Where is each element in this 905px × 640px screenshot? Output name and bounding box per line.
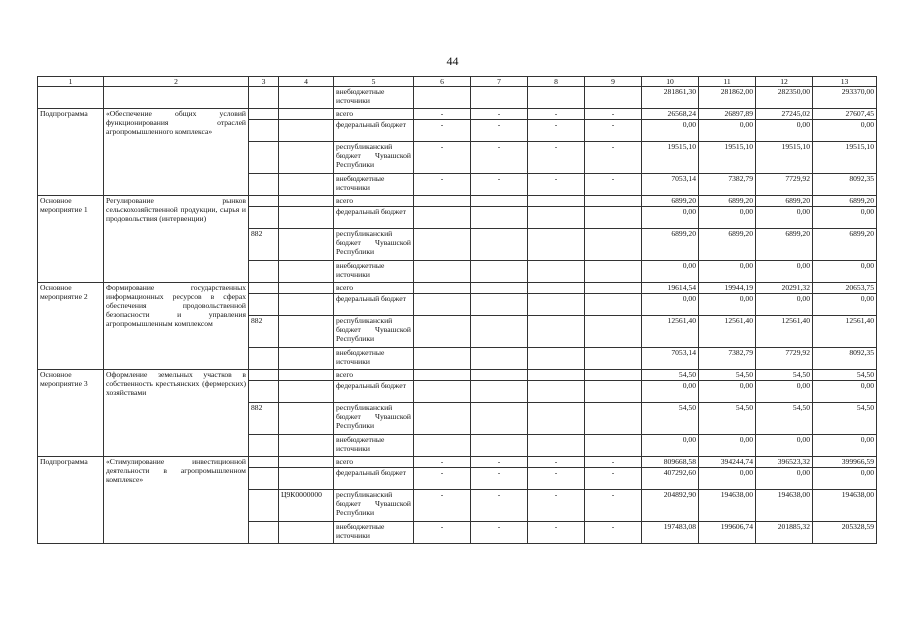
amount-cell: 19515,10 (813, 142, 877, 174)
amount-cell: 6899,20 (813, 196, 877, 207)
target-item-cell (279, 87, 334, 109)
table-body (38, 87, 877, 544)
column-header: 2 (104, 77, 249, 87)
code-cell (414, 283, 471, 294)
funding-source-cell: федеральный бюджет (334, 468, 414, 490)
amount-cell: 54,50 (699, 403, 756, 435)
target-item-cell (279, 120, 334, 142)
item-type-cell (38, 87, 104, 109)
amount-cell: 7382,79 (699, 348, 756, 370)
code-cell: - (585, 142, 642, 174)
code-cell: - (585, 174, 642, 196)
amount-cell: 19944,19 (699, 283, 756, 294)
column-header: 11 (699, 77, 756, 87)
amount-cell: 27245,02 (756, 109, 813, 120)
code-cell (528, 381, 585, 403)
code-cell (471, 87, 528, 109)
funding-source-cell: всего (334, 370, 414, 381)
ministry-code-cell (249, 196, 279, 207)
amount-cell: 6899,20 (813, 229, 877, 261)
code-cell (528, 207, 585, 229)
column-header: 4 (279, 77, 334, 87)
ministry-code-cell: 882 (249, 403, 279, 435)
target-item-cell (279, 283, 334, 294)
target-item-cell (279, 348, 334, 370)
amount-cell: 809668,58 (642, 457, 699, 468)
amount-cell: 19515,10 (699, 142, 756, 174)
amount-cell: 194638,00 (813, 490, 877, 522)
amount-cell: 12561,40 (813, 316, 877, 348)
amount-cell: 6899,20 (699, 229, 756, 261)
amount-cell: 396523,32 (756, 457, 813, 468)
amount-cell: 0,00 (642, 207, 699, 229)
amount-cell: 204892,90 (642, 490, 699, 522)
code-cell: - (585, 457, 642, 468)
amount-cell: 6899,20 (699, 196, 756, 207)
code-cell: - (471, 142, 528, 174)
target-item-cell (279, 196, 334, 207)
amount-cell: 0,00 (699, 381, 756, 403)
amount-cell: 26568,24 (642, 109, 699, 120)
page-number: 44 (446, 54, 459, 68)
ministry-code-cell (249, 109, 279, 120)
code-cell: - (414, 109, 471, 120)
column-header: 10 (642, 77, 699, 87)
code-cell: - (585, 468, 642, 490)
amount-cell: 0,00 (756, 435, 813, 457)
item-type-cell: Основное мероприятие 1 (38, 196, 104, 283)
target-item-cell (279, 468, 334, 490)
item-title-cell: «Обеспечение общих условий функционирования отраслей агропромышленного комплекса» (104, 109, 249, 196)
amount-cell: 394244,74 (699, 457, 756, 468)
ministry-code-cell (249, 207, 279, 229)
ministry-code-cell (249, 370, 279, 381)
code-cell: - (471, 120, 528, 142)
amount-cell: 0,00 (699, 120, 756, 142)
budget-table (37, 76, 877, 544)
amount-cell: 0,00 (642, 435, 699, 457)
target-item-cell (279, 174, 334, 196)
ministry-code-cell (249, 468, 279, 490)
code-cell (585, 403, 642, 435)
target-item-cell (279, 316, 334, 348)
funding-source-cell: республиканский бюджет Чувашской Республики (334, 229, 414, 261)
code-cell (471, 381, 528, 403)
code-cell (471, 435, 528, 457)
target-item-cell (279, 370, 334, 381)
code-cell (414, 381, 471, 403)
code-cell: - (585, 490, 642, 522)
amount-cell: 399966,59 (813, 457, 877, 468)
code-cell (585, 316, 642, 348)
code-cell (528, 348, 585, 370)
funding-source-cell: всего (334, 283, 414, 294)
amount-cell: 194638,00 (756, 490, 813, 522)
table-row (38, 87, 877, 109)
funding-source-cell: республиканский бюджет Чувашской Республики (334, 316, 414, 348)
target-item-cell (279, 142, 334, 174)
ministry-code-cell (249, 120, 279, 142)
code-cell (585, 196, 642, 207)
code-cell (471, 196, 528, 207)
amount-cell: 282350,00 (756, 87, 813, 109)
ministry-code-cell (249, 294, 279, 316)
target-item-cell (279, 261, 334, 283)
code-cell (414, 370, 471, 381)
ministry-code-cell (249, 174, 279, 196)
amount-cell: 0,00 (642, 261, 699, 283)
code-cell (528, 261, 585, 283)
amount-cell: 407292,60 (642, 468, 699, 490)
amount-cell: 6899,20 (756, 196, 813, 207)
amount-cell: 0,00 (699, 435, 756, 457)
column-header: 8 (528, 77, 585, 87)
code-cell: - (414, 468, 471, 490)
funding-source-cell: внебюджетные источники (334, 348, 414, 370)
code-cell (528, 435, 585, 457)
funding-source-cell: республиканский бюджет Чувашской Республики (334, 403, 414, 435)
funding-source-cell: внебюджетные источники (334, 87, 414, 109)
code-cell (471, 370, 528, 381)
code-cell (414, 294, 471, 316)
amount-cell: 0,00 (756, 207, 813, 229)
column-header: 12 (756, 77, 813, 87)
code-cell: - (471, 468, 528, 490)
amount-cell: 0,00 (813, 468, 877, 490)
column-header: 7 (471, 77, 528, 87)
amount-cell: 7382,79 (699, 174, 756, 196)
amount-cell: 54,50 (756, 403, 813, 435)
ministry-code-cell (249, 283, 279, 294)
amount-cell: 6899,20 (642, 229, 699, 261)
amount-cell: 54,50 (642, 370, 699, 381)
amount-cell: 194638,00 (699, 490, 756, 522)
table-row (38, 457, 877, 468)
amount-cell: 0,00 (756, 294, 813, 316)
amount-cell: 0,00 (642, 120, 699, 142)
ministry-code-cell (249, 435, 279, 457)
amount-cell: 8092,35 (813, 174, 877, 196)
code-cell (585, 283, 642, 294)
code-cell (414, 207, 471, 229)
item-type-cell: Подпрограмма (38, 457, 104, 544)
amount-cell: 19515,10 (642, 142, 699, 174)
code-cell: - (528, 174, 585, 196)
table-row (38, 370, 877, 381)
code-cell (471, 207, 528, 229)
code-cell: - (471, 490, 528, 522)
code-cell: - (471, 109, 528, 120)
amount-cell: 12561,40 (699, 316, 756, 348)
amount-cell: 0,00 (699, 261, 756, 283)
code-cell: - (585, 109, 642, 120)
amount-cell: 0,00 (756, 261, 813, 283)
code-cell (528, 370, 585, 381)
item-type-cell: Подпрограмма (38, 109, 104, 196)
item-title-cell: Оформление земельных участков в собственность крестьянских (фермерских) хозяйствами (104, 370, 249, 457)
amount-cell: 7053,14 (642, 348, 699, 370)
column-header: 6 (414, 77, 471, 87)
code-cell: - (528, 522, 585, 544)
code-cell (471, 403, 528, 435)
code-cell (585, 229, 642, 261)
target-item-cell (279, 457, 334, 468)
target-item-cell (279, 229, 334, 261)
ministry-code-cell: 882 (249, 316, 279, 348)
code-cell (471, 316, 528, 348)
ministry-code-cell (249, 142, 279, 174)
amount-cell: 54,50 (642, 403, 699, 435)
code-cell: - (471, 457, 528, 468)
funding-source-cell: республиканский бюджет Чувашской Республики (334, 490, 414, 522)
amount-cell: 0,00 (756, 120, 813, 142)
amount-cell: 0,00 (813, 207, 877, 229)
code-cell: - (414, 490, 471, 522)
code-cell (414, 87, 471, 109)
amount-cell: 54,50 (756, 370, 813, 381)
code-cell (471, 283, 528, 294)
ministry-code-cell (249, 381, 279, 403)
code-cell (528, 196, 585, 207)
code-cell (471, 229, 528, 261)
code-cell (585, 370, 642, 381)
amount-cell: 0,00 (699, 294, 756, 316)
amount-cell: 0,00 (756, 468, 813, 490)
funding-source-cell: республиканский бюджет Чувашской Республики (334, 142, 414, 174)
item-title-cell: Регулирование рынков сельскохозяйственной продукции, сырья и продовольствия (интервенции) (104, 196, 249, 283)
code-cell (585, 381, 642, 403)
code-cell: - (528, 457, 585, 468)
funding-source-cell: внебюджетные источники (334, 435, 414, 457)
amount-cell: 19515,10 (756, 142, 813, 174)
ministry-code-cell (249, 457, 279, 468)
code-cell (585, 87, 642, 109)
funding-source-cell: федеральный бюджет (334, 294, 414, 316)
column-header: 9 (585, 77, 642, 87)
funding-source-cell: всего (334, 457, 414, 468)
code-cell: - (471, 174, 528, 196)
amount-cell: 20291,32 (756, 283, 813, 294)
amount-cell: 26897,89 (699, 109, 756, 120)
item-title-cell: Формирование государственных информационных ресурсов в сферах обеспечения продовольственной безопасности и управления агропромышленным комплексом (104, 283, 249, 370)
code-cell: - (414, 457, 471, 468)
ministry-code-cell (249, 490, 279, 522)
header-row (38, 77, 877, 87)
code-cell (414, 435, 471, 457)
funding-source-cell: внебюджетные источники (334, 261, 414, 283)
amount-cell: 0,00 (813, 294, 877, 316)
target-item-cell (279, 207, 334, 229)
funding-source-cell: внебюджетные источники (334, 522, 414, 544)
code-cell: - (414, 142, 471, 174)
code-cell: - (528, 468, 585, 490)
amount-cell: 281862,00 (699, 87, 756, 109)
amount-cell: 54,50 (699, 370, 756, 381)
target-item-cell (279, 294, 334, 316)
code-cell (528, 294, 585, 316)
amount-cell: 54,50 (813, 370, 877, 381)
amount-cell: 0,00 (699, 207, 756, 229)
code-cell: - (585, 522, 642, 544)
ministry-code-cell (249, 348, 279, 370)
funding-source-cell: всего (334, 196, 414, 207)
amount-cell: 0,00 (813, 120, 877, 142)
column-header: 3 (249, 77, 279, 87)
amount-cell: 19614,54 (642, 283, 699, 294)
code-cell (585, 348, 642, 370)
target-item-cell (279, 381, 334, 403)
amount-cell: 54,50 (813, 403, 877, 435)
amount-cell: 6899,20 (642, 196, 699, 207)
code-cell: - (528, 109, 585, 120)
item-title-cell (104, 87, 249, 109)
amount-cell: 0,00 (756, 381, 813, 403)
code-cell (528, 87, 585, 109)
amount-cell: 0,00 (813, 381, 877, 403)
funding-source-cell: федеральный бюджет (334, 381, 414, 403)
target-item-cell (279, 109, 334, 120)
column-header: 1 (38, 77, 104, 87)
code-cell (471, 294, 528, 316)
target-item-cell (279, 522, 334, 544)
amount-cell: 0,00 (699, 468, 756, 490)
code-cell (471, 261, 528, 283)
amount-cell: 20653,75 (813, 283, 877, 294)
amount-cell: 201885,32 (756, 522, 813, 544)
target-item-cell (279, 435, 334, 457)
item-type-cell: Основное мероприятие 3 (38, 370, 104, 457)
funding-source-cell: всего (334, 109, 414, 120)
code-cell (414, 196, 471, 207)
code-cell (528, 316, 585, 348)
amount-cell: 12561,40 (756, 316, 813, 348)
code-cell: - (471, 522, 528, 544)
amount-cell: 8092,35 (813, 348, 877, 370)
code-cell: - (414, 174, 471, 196)
amount-cell: 12561,40 (642, 316, 699, 348)
code-cell (585, 261, 642, 283)
code-cell (528, 403, 585, 435)
code-cell (528, 229, 585, 261)
code-cell (414, 348, 471, 370)
column-header: 13 (813, 77, 877, 87)
code-cell (414, 403, 471, 435)
ministry-code-cell (249, 87, 279, 109)
column-header: 5 (334, 77, 414, 87)
code-cell: - (528, 142, 585, 174)
funding-source-cell: внебюджетные источники (334, 174, 414, 196)
code-cell (414, 229, 471, 261)
code-cell (528, 283, 585, 294)
code-cell: - (414, 522, 471, 544)
code-cell: - (585, 120, 642, 142)
code-cell (414, 261, 471, 283)
amount-cell: 281861,30 (642, 87, 699, 109)
code-cell (414, 316, 471, 348)
funding-source-cell: федеральный бюджет (334, 120, 414, 142)
code-cell (471, 348, 528, 370)
amount-cell: 197483,08 (642, 522, 699, 544)
amount-cell: 27607,45 (813, 109, 877, 120)
amount-cell: 0,00 (642, 381, 699, 403)
amount-cell: 0,00 (642, 294, 699, 316)
amount-cell: 293370,00 (813, 87, 877, 109)
table-row (38, 109, 877, 120)
amount-cell: 0,00 (813, 261, 877, 283)
code-cell (585, 294, 642, 316)
ministry-code-cell: 882 (249, 229, 279, 261)
amount-cell: 199606,74 (699, 522, 756, 544)
amount-cell: 7729,92 (756, 174, 813, 196)
code-cell (585, 435, 642, 457)
amount-cell: 0,00 (813, 435, 877, 457)
table-row (38, 196, 877, 207)
code-cell: - (414, 120, 471, 142)
code-cell: - (528, 490, 585, 522)
target-item-cell: Ц9К0000000 (279, 490, 334, 522)
table-row (38, 283, 877, 294)
amount-cell: 205328,59 (813, 522, 877, 544)
code-cell (585, 207, 642, 229)
item-type-cell: Основное мероприятие 2 (38, 283, 104, 370)
ministry-code-cell (249, 522, 279, 544)
amount-cell: 6899,20 (756, 229, 813, 261)
amount-cell: 7729,92 (756, 348, 813, 370)
funding-source-cell: федеральный бюджет (334, 207, 414, 229)
item-title-cell: «Стимулирование инвестиционной деятельности в агропромышленном комплексе» (104, 457, 249, 544)
ministry-code-cell (249, 261, 279, 283)
target-item-cell (279, 403, 334, 435)
code-cell: - (528, 120, 585, 142)
amount-cell: 7053,14 (642, 174, 699, 196)
